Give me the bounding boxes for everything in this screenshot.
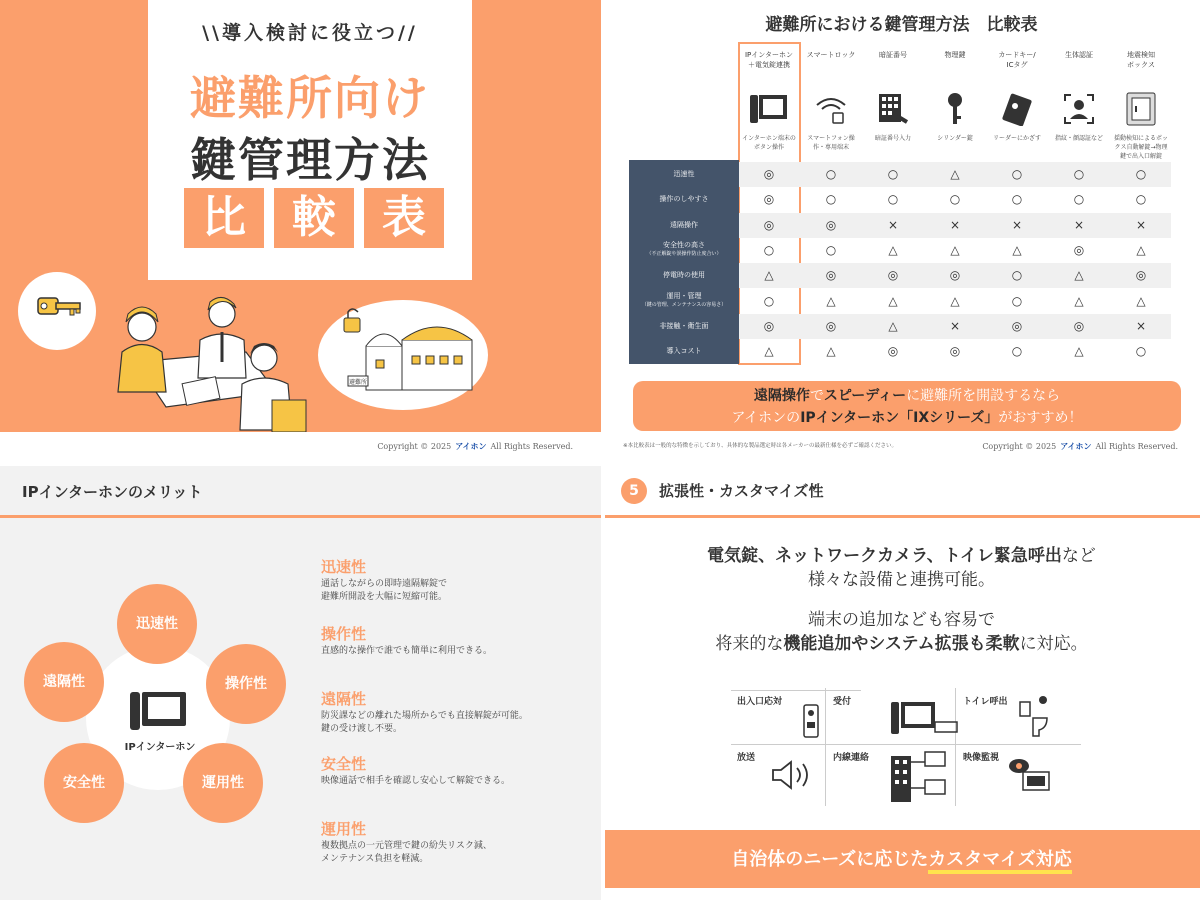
- petal-remote: 遠隔性: [24, 642, 104, 722]
- petal-usability: 操作性: [206, 644, 286, 724]
- rating-cell: △: [950, 167, 960, 181]
- rating-cell: ◎: [1011, 318, 1023, 333]
- intercom-icon: [739, 90, 799, 128]
- banner-emph: 「IXシリーズ」: [899, 410, 999, 426]
- column-description: 指紋・顔認証など: [1054, 135, 1103, 142]
- comparison-slide: [603, 0, 1200, 458]
- row-label: 迅速性: [673, 170, 695, 178]
- column-header: カードキー/ ICタグ: [998, 51, 1036, 69]
- rating-cell: △: [888, 293, 898, 308]
- rating-cell: △: [888, 242, 898, 257]
- merit-title: 迅速性: [321, 558, 367, 576]
- banner-text: 自治体のニーズに応じた: [731, 849, 929, 870]
- device-video-monitoring: [959, 748, 1085, 800]
- keypad-icon: [863, 90, 923, 128]
- reception-icon: [889, 700, 959, 736]
- rating-cell: ○: [825, 192, 837, 207]
- cover-title-char: 表: [364, 188, 444, 248]
- rating-cell: ○: [1135, 192, 1147, 207]
- door-station-icon: [803, 704, 819, 738]
- rating-cell: △: [826, 344, 836, 359]
- rating-cell: △: [888, 318, 898, 333]
- merits-header: [0, 466, 603, 518]
- row-label: 運用・管理 （鍵の管理、メンテナンスの容易さ）: [641, 291, 727, 308]
- ext-emph: 電気錠、ネットワークカメラ、トイレ緊急呼出: [707, 546, 1062, 566]
- rating-cell: ○: [1011, 293, 1023, 308]
- slide-separator: [0, 458, 1200, 466]
- rating-cell: △: [1136, 242, 1146, 257]
- smartlock-icon: [801, 90, 861, 128]
- device-toilet-call: [959, 692, 1085, 744]
- rating-cell: △: [1074, 268, 1084, 283]
- rating-cell: ×: [949, 318, 961, 333]
- rating-cell: △: [764, 344, 774, 359]
- rating-cell: △: [950, 293, 960, 308]
- ext-text: 将来的な: [715, 634, 784, 654]
- row-label: 非接触・衛生面: [659, 321, 709, 330]
- merit-desc: 映像通話で相手を確認し安心して解錠できる。: [321, 776, 511, 786]
- rating-cell: ◎: [1135, 268, 1147, 283]
- rating-cell: ○: [887, 192, 899, 207]
- column-description: シリンダー錠: [937, 135, 973, 142]
- rating-cell: ×: [949, 217, 961, 232]
- rating-cell: △: [1136, 293, 1146, 308]
- banner-text: がおすすめ！: [998, 410, 1083, 426]
- row-label: 停電時の使用: [663, 271, 705, 280]
- rating-cell: ○: [1011, 268, 1023, 283]
- ext-line4: [603, 632, 1200, 656]
- brand-logo: アイホン: [455, 442, 487, 451]
- cover-slide: [0, 0, 603, 458]
- cover-title-line2: 鍵管理方法: [190, 133, 430, 187]
- rating-cell: ◎: [825, 217, 837, 232]
- brand-logo: アイホン: [1060, 442, 1092, 451]
- building-icon: [885, 750, 949, 802]
- copyright-year: Copyright © 2025: [377, 442, 452, 451]
- cover-title-char: 比: [184, 188, 264, 248]
- rating-cell: ◎: [1073, 318, 1085, 333]
- rating-cell: ◎: [949, 344, 961, 359]
- device-label: 内線連絡: [833, 753, 870, 763]
- rights-text: All Rights Reserved.: [1095, 442, 1178, 451]
- extensibility-header: [603, 466, 1200, 518]
- column-header: 地震検知 ボックス: [1127, 51, 1155, 69]
- petal-operation: 運用性: [183, 743, 263, 823]
- rating-cell: ○: [1011, 344, 1023, 359]
- merit-title: 遠隔性: [321, 690, 367, 708]
- key-icon: [925, 90, 985, 128]
- shelter-bubble: [318, 300, 488, 410]
- customize-banner: [603, 830, 1200, 888]
- column-description: リーダーにかざす: [992, 135, 1041, 142]
- rating-cell: ×: [887, 217, 899, 232]
- row-label: 遠隔操作: [670, 220, 698, 229]
- rating-cell: △: [1012, 242, 1022, 257]
- section-number-badge: 5: [621, 478, 647, 504]
- toilet-icon: [1019, 694, 1049, 738]
- row-label: 操作のしやすさ: [659, 195, 709, 204]
- device-label: 受付: [833, 697, 852, 707]
- meeting-people-illustration: [96, 292, 316, 432]
- grid-divider: [731, 744, 1081, 745]
- rating-cell: ×: [1135, 318, 1147, 333]
- copyright-year: Copyright © 2025: [982, 442, 1057, 451]
- banner-emph: 遠隔操作: [753, 388, 810, 404]
- customize-banner-text: [603, 845, 1200, 871]
- rating-cell: ◎: [1073, 242, 1085, 257]
- merit-title: 安全性: [321, 755, 367, 773]
- merits-slide: [0, 466, 603, 900]
- card-icon: [987, 90, 1047, 128]
- device-label: 放送: [737, 753, 756, 763]
- rating-cell: ×: [1073, 217, 1085, 232]
- row-label-column: [629, 160, 739, 364]
- rating-cell: △: [1074, 293, 1084, 308]
- copyright-text: [982, 441, 1178, 452]
- ext-text: に対応。: [1019, 634, 1088, 654]
- speaker-icon: [771, 760, 815, 790]
- column-description: 暗証番号入力: [874, 135, 911, 142]
- face-icon: [1049, 90, 1109, 128]
- merit-title: 運用性: [321, 820, 367, 838]
- merit-desc: 複数拠点の一元管理で鍵の紛失リスク減、 メンテナンス負担を軽減。: [321, 841, 492, 864]
- rating-cell: ◎: [763, 167, 775, 181]
- banner-emph: IPインターホン: [800, 410, 900, 426]
- cover-title-char: 較: [274, 188, 354, 248]
- device-label: トイレ呼出: [963, 697, 1008, 707]
- rating-cell: ○: [825, 242, 837, 257]
- rating-cell: ○: [763, 293, 775, 308]
- rating-cell: ○: [825, 167, 837, 181]
- rating-cell: ◎: [763, 192, 775, 207]
- row-label: 安全性の高さ （不正解錠や誤操作防止度合い）: [646, 240, 722, 257]
- merit-desc: 防災課などの離れた場所からでも直接解錠が可能。 鍵の受け渡し不要。: [321, 711, 528, 734]
- banner-text: で: [809, 388, 824, 404]
- column-description: スマートフォン操 作・専用端末: [807, 135, 855, 151]
- cover-footer: [0, 432, 603, 458]
- rights-text: All Rights Reserved.: [490, 442, 573, 451]
- slide-separator: [601, 0, 605, 900]
- rating-cell: ○: [1011, 167, 1023, 181]
- column-description: 揺動検知によるボッ クス自動解錠→物理 鍵で出入口解錠: [1113, 135, 1168, 160]
- shelter-building-icon: [318, 300, 488, 410]
- banner-text: アイホンの: [731, 410, 801, 426]
- intercom-icon: [128, 688, 188, 734]
- shelter-sign-label: 避難所: [348, 379, 368, 386]
- device-label: 映像監視: [963, 753, 1000, 763]
- column-header: IPインターホン ＋電気錠連携: [744, 51, 793, 69]
- extensibility-title: 拡張性・カスタマイズ性: [659, 482, 824, 500]
- grid-divider: [731, 690, 861, 691]
- copyright-text: [377, 441, 573, 452]
- rating-cell: ×: [1011, 217, 1023, 232]
- banner-highlight: カスタマイズ対応: [928, 849, 1071, 874]
- rating-cell: △: [1074, 344, 1084, 359]
- rating-cell: ○: [887, 167, 899, 181]
- rating-cell: ◎: [887, 268, 899, 283]
- rating-cell: ○: [1135, 167, 1147, 181]
- merit-title: 操作性: [321, 625, 367, 643]
- row-label: 導入コスト: [666, 347, 702, 356]
- device-label: 出入口応対: [737, 697, 783, 707]
- column-header: 生体認証: [1065, 51, 1093, 59]
- rating-cell: △: [826, 293, 836, 308]
- column-header: スマートロック: [806, 51, 856, 59]
- key-bubble: [18, 272, 96, 350]
- rating-cell: ◎: [825, 318, 837, 333]
- rating-cell: ◎: [949, 268, 961, 283]
- column-header: 物理鍵: [944, 51, 966, 59]
- banner-emph: スピーディー: [823, 388, 907, 404]
- rating-cell: △: [950, 242, 960, 257]
- cover-title-card: [148, 0, 472, 280]
- column-description: インターホン端末の ボタン操作: [742, 135, 796, 151]
- column-header: 暗証番号: [879, 51, 907, 59]
- rating-cell: ○: [1135, 344, 1147, 359]
- merits-title: IPインターホンのメリット: [22, 483, 203, 501]
- ext-text: など: [1061, 546, 1096, 566]
- disclaimer-note: ※本比較表は一般的な特徴を示しており、具体的な製品選定時は各メーカーの最新仕様を必ずご確認ください。: [623, 443, 898, 449]
- ext-line3: 端末の追加なども容易で: [808, 610, 995, 630]
- ext-emph: 機能追加やシステム拡張も柔軟: [783, 634, 1020, 654]
- box-icon: [1111, 90, 1171, 128]
- rating-cell: ◎: [763, 217, 775, 232]
- cover-title-line3: [184, 188, 444, 248]
- ext-line2: 様々な設備と連携可能。: [808, 570, 995, 590]
- ext-line1: [603, 544, 1200, 568]
- banner-line1: [633, 385, 1181, 407]
- comparison-title: 避難所における鍵管理方法 比較表: [765, 15, 1038, 35]
- key-icon: [18, 272, 96, 350]
- extensibility-slide: [603, 466, 1200, 900]
- device-extension-call: [829, 748, 955, 800]
- rating-cell: ○: [763, 242, 775, 257]
- rating-cell: ◎: [763, 318, 775, 333]
- rating-cell: ○: [949, 192, 961, 207]
- petal-security: 安全性: [44, 743, 124, 823]
- wheel-center-label: IPインターホン: [124, 742, 196, 753]
- device-reception: [829, 692, 955, 744]
- merit-desc: 直感的な操作で誰でも簡単に利用できる。: [321, 646, 493, 656]
- banner-text: に避難所を開設するなら: [906, 388, 1061, 404]
- rating-cell: ○: [1073, 167, 1085, 181]
- banner-line2: [633, 407, 1181, 429]
- rating-cell: ◎: [887, 344, 899, 359]
- cover-subtitle: \\導入検討に役立つ//: [202, 22, 418, 44]
- cover-title-line1: 避難所向け: [190, 71, 430, 125]
- rating-cell: △: [764, 268, 774, 283]
- petal-speed: 迅速性: [117, 584, 197, 664]
- recommendation-banner: [633, 381, 1181, 431]
- merit-desc: 通話しながらの即時遠隔解錠で 避難所開設を大幅に短縮可能。: [321, 579, 448, 602]
- rating-cell: ×: [1135, 217, 1147, 232]
- rating-cell: ○: [1011, 192, 1023, 207]
- camera-icon: [1007, 756, 1051, 794]
- rating-cell: ○: [1073, 192, 1085, 207]
- rating-cell: ◎: [825, 268, 837, 283]
